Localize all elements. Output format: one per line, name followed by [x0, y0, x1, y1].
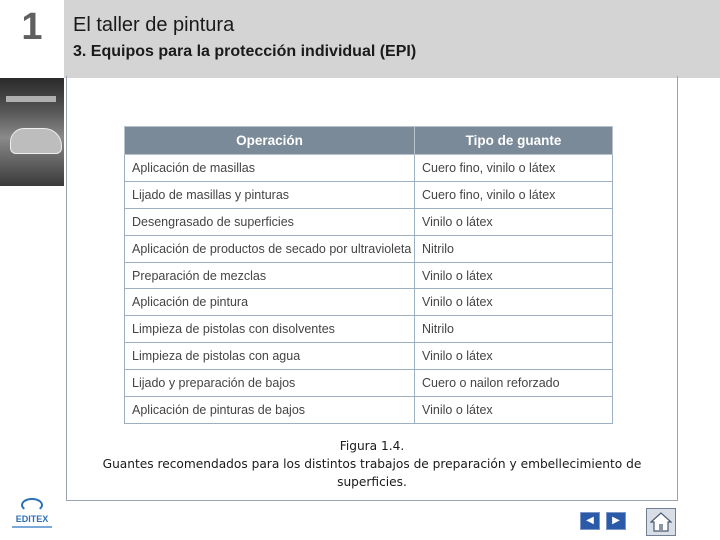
glove-type-cell: Vinilo o látex [415, 262, 613, 289]
table-row [125, 208, 613, 235]
operation-cell: Limpieza de pistolas con agua [125, 343, 415, 370]
next-button[interactable] [606, 512, 626, 530]
glove-type-cell: Nitrilo [415, 235, 613, 262]
house-icon [650, 512, 672, 532]
operation-cell: Limpieza de pistolas con disolventes [125, 316, 415, 343]
section-subtitle: 3. Equipos para la protección individual (EPI) [73, 43, 417, 60]
operation-cell: Aplicación de productos de secado por ultravioleta [125, 235, 415, 262]
glove-type-cell: Vinilo o látex [415, 343, 613, 370]
operation-cell: Lijado y preparación de bajos [125, 370, 415, 397]
table-row [125, 316, 613, 343]
table-row [125, 289, 613, 316]
header-operacion: Operación [125, 127, 415, 155]
caption-figure-number: Figura 1.4. [339, 439, 405, 453]
table-row [125, 262, 613, 289]
operation-cell: Aplicación de masillas [125, 155, 415, 182]
figure-caption [66, 437, 678, 491]
operation-cell: Aplicación de pintura [125, 289, 415, 316]
table-row [125, 155, 613, 182]
logo-mark-icon [21, 498, 43, 512]
triangle-right-icon: ▶ [612, 515, 620, 526]
table-header-row [125, 127, 613, 155]
glove-type-cell: Cuero o nailon reforzado [415, 370, 613, 397]
home-button[interactable] [646, 508, 676, 536]
workshop-photo [0, 78, 64, 186]
previous-button[interactable] [580, 512, 600, 530]
operation-cell: Desengrasado de superficies [125, 208, 415, 235]
logo-underline [12, 526, 52, 528]
glove-type-cell: Vinilo o látex [415, 289, 613, 316]
editex-logo [12, 498, 52, 534]
operation-cell: Lijado de masillas y pinturas [125, 181, 415, 208]
table-row [125, 370, 613, 397]
glove-type-cell: Cuero fino, vinilo o látex [415, 155, 613, 182]
operation-cell: Preparación de mezclas [125, 262, 415, 289]
logo-text: EDITEX [15, 514, 49, 524]
table-row [125, 397, 613, 424]
header-tipo-guante: Tipo de guante [415, 127, 613, 155]
caption-text: Guantes recomendados para los distintos trabajos de preparación y embellecimiento de superficies. [102, 457, 642, 489]
photo-light [6, 96, 56, 102]
table-row [125, 181, 613, 208]
glove-type-cell: Vinilo o látex [415, 397, 613, 424]
triangle-left-icon: ◀ [586, 515, 594, 526]
photo-car [10, 128, 62, 154]
operation-cell: Aplicación de pinturas de bajos [125, 397, 415, 424]
glove-type-cell: Cuero fino, vinilo o látex [415, 181, 613, 208]
table-row [125, 343, 613, 370]
header-band [0, 0, 720, 78]
glove-type-cell: Nitrilo [415, 316, 613, 343]
chapter-box [0, 0, 64, 78]
glove-type-cell: Vinilo o látex [415, 208, 613, 235]
chapter-number: 1 [21, 6, 43, 48]
gloves-table [124, 126, 613, 424]
page-title: El taller de pintura [73, 14, 235, 36]
table-row [125, 235, 613, 262]
